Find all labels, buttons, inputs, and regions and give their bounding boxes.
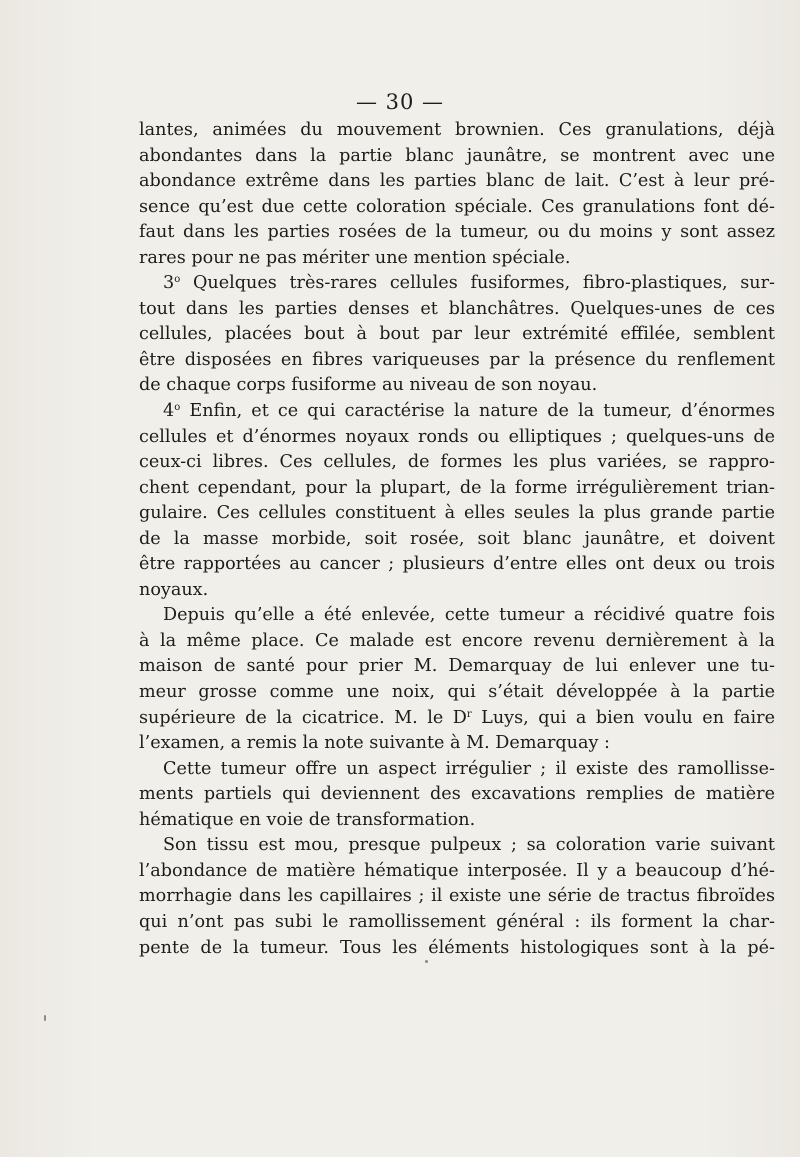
text-line: cellules et d’énormes noyaux ronds ou elliptiques ; quelques-uns de: [139, 426, 775, 447]
text-line: être disposées en fibres variqueuses par la présence du renflement: [139, 349, 775, 370]
text-line: morrhagie dans les capillaires ; il existe une série de tractus fibroïdes: [139, 886, 775, 907]
text-line: l’examen, a remis la note suivante à M. Demarquay :: [139, 733, 610, 754]
text-line: abondantes dans la partie blanc jaunâtre, se montrent avec une: [139, 145, 775, 166]
text-line: de la masse morbide, soit rosée, soit blanc jaunâtre, et doivent: [139, 528, 775, 549]
text-run: supérieure de la cicatrice. M. le D: [139, 707, 467, 728]
text-line-with-title: [139, 706, 775, 732]
text-run: Enfin, et ce qui caractérise la nature de la tumeur, d’énormes: [180, 401, 775, 422]
ordinal-superscript: o: [174, 274, 181, 286]
text-line: chent cependant, pour la plupart, de la forme irrégulièrement trian-: [139, 477, 775, 498]
item-number: 3: [163, 273, 175, 294]
paragraph-3-first-line: [139, 271, 775, 297]
text-line: abondance extrême dans les parties blanc de lait. C’est à leur pré-: [139, 171, 775, 192]
text-run: Quelques très-rares cellules fusiformes, fibro-plastiques, sur-: [180, 273, 775, 294]
text-line: maison de santé pour prier M. Demarquay de lui enlever une tu-: [139, 656, 775, 677]
text-line: tout dans les parties denses et blanchâtres. Quelques-unes de ces: [139, 298, 775, 319]
text-line: ceux-ci libres. Ces cellules, de formes les plus variées, se rappro-: [139, 452, 775, 473]
text-line: noyaux.: [139, 579, 209, 600]
paragraph-4-first-line: [139, 399, 775, 425]
text-line: qui n’ont pas subi le ramollissement général : ils forment la char-: [139, 911, 775, 932]
text-line: rares pour ne pas mériter une mention spéciale.: [139, 247, 571, 268]
text-line: lantes, animées du mouvement brownien. Ces granulations, déjà: [139, 120, 775, 140]
text-line: Depuis qu’elle a été enlevée, cette tumeur a récidivé quatre fois: [163, 605, 775, 626]
paper-speck: [425, 960, 428, 963]
text-line: ments partiels qui deviennent des excavations remplies de matière: [139, 784, 775, 805]
text-line: être rapportées au cancer ; plusieurs d’entre elles ont deux ou trois: [139, 554, 775, 575]
title-superscript: r: [466, 708, 472, 720]
text-line: l’abondance de matière hématique interposée. Il y a beaucoup d’hé-: [139, 860, 775, 881]
text-line: sence qu’est due cette coloration spéciale. Ces granulations font dé-: [139, 196, 775, 217]
text-line: meur grosse comme une noix, qui s’était développée à la partie: [139, 682, 775, 703]
text-line: Son tissu est mou, presque pulpeux ; sa coloration varie suivant: [163, 835, 775, 856]
item-number: 4: [163, 401, 175, 422]
page-number: — 30 —: [355, 90, 445, 114]
paper-speck: [44, 1015, 46, 1021]
body-text: [139, 118, 775, 961]
text-line: Cette tumeur offre un aspect irrégulier ; il existe des ramollisse-: [163, 758, 775, 779]
text-line: pente de la tumeur. Tous les éléments histologiques sont à la pé-: [139, 937, 775, 958]
text-line: de chaque corps fusiforme au niveau de son noyau.: [139, 375, 598, 396]
text-line: à la même place. Ce malade est encore revenu dernièrement à la: [139, 630, 775, 651]
text-line: hématique en voie de transformation.: [139, 809, 476, 830]
ordinal-superscript: o: [174, 402, 181, 414]
text-line: gulaire. Ces cellules constituent à elles seules la plus grande partie: [139, 503, 775, 524]
text-line: faut dans les parties rosées de la tumeur, ou du moins y sont assez: [139, 222, 775, 243]
text-line: cellules, placées bout à bout par leur extrémité effilée, semblent: [139, 324, 775, 345]
text-run: Luys, qui a bien voulu en faire: [471, 707, 775, 728]
